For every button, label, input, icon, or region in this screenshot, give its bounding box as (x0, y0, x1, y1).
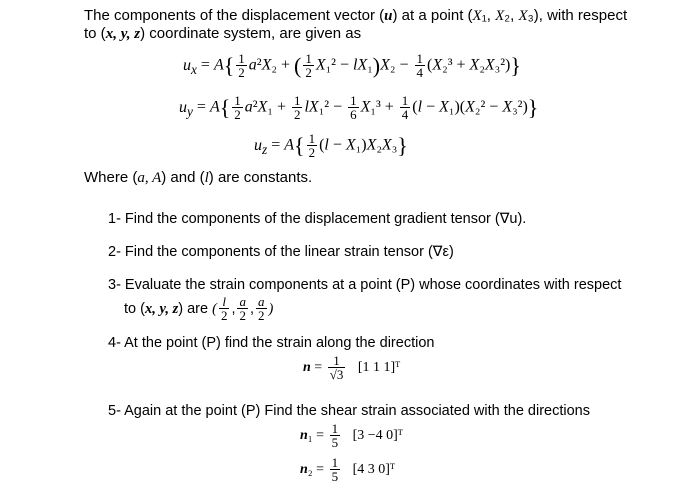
vector-n1: n₁ = $\frac{1}{5}$ [3 −4 0]ᵀ (300, 421, 403, 450)
vector-n: n = $\frac{1}{√3}$ [1 1 1]ᵀ (303, 353, 401, 382)
question-3: 3- Evaluate the strain components at a point (P) whose coordinates with respect (108, 277, 622, 293)
vector-n-components: [1 1 1]ᵀ (357, 360, 401, 376)
question-4: 4- At the point (P) find the strain along the direction (108, 335, 435, 351)
equation-ux: $u_x = A${ $\frac{1}{2}$ a²X₂ + ( $\frac{1}{2}$ X₁² − lX₁)X₂ − $\frac{1}{4}$ (X₂³ + X₂X₃²)} (183, 51, 521, 80)
intro-line-2: to (x, y, z) coordinate system, are given as (84, 25, 362, 42)
equation-uy: $u_y = A${ $\frac{1}{2}$ a²X₁ + $\frac{1}{2}$ lX₁² − $\frac{1}{6}$ X₁³ + $\frac{1}{4}$ (l − X₁)(X₂² − X₃²)} (179, 93, 539, 122)
question-5: 5- Again at the point (P) Find the shear strain associated with the directions (108, 403, 590, 419)
vector-n1-components: [3 −4 0]ᵀ (352, 428, 403, 444)
question-3-line-2: to (x, y, z) are ( $\frac{l}{2}$ , $\frac{a}{2}$ , $\frac{a}{2}$ ) (124, 294, 274, 323)
intro-line-1: The components of the displacement vector (u) at a point (X₁, X₂, X₃), with respect (84, 7, 628, 24)
equation-uz: $u_z = A${ $\frac{1}{2}$ (l − X₁)X₂X₃} (254, 131, 408, 160)
question-1: 1- Find the components of the displacement gradient tensor (∇u). (108, 211, 527, 227)
vector-n2: n₂ = $\frac{1}{5}$ [4 3 0]ᵀ (300, 455, 395, 484)
question-2: 2- Find the components of the linear strain tensor (∇ε) (108, 244, 454, 260)
vector-n2-components: [4 3 0]ᵀ (352, 462, 395, 478)
where-text: Where (a, A) and (l) are constants. (84, 169, 313, 186)
